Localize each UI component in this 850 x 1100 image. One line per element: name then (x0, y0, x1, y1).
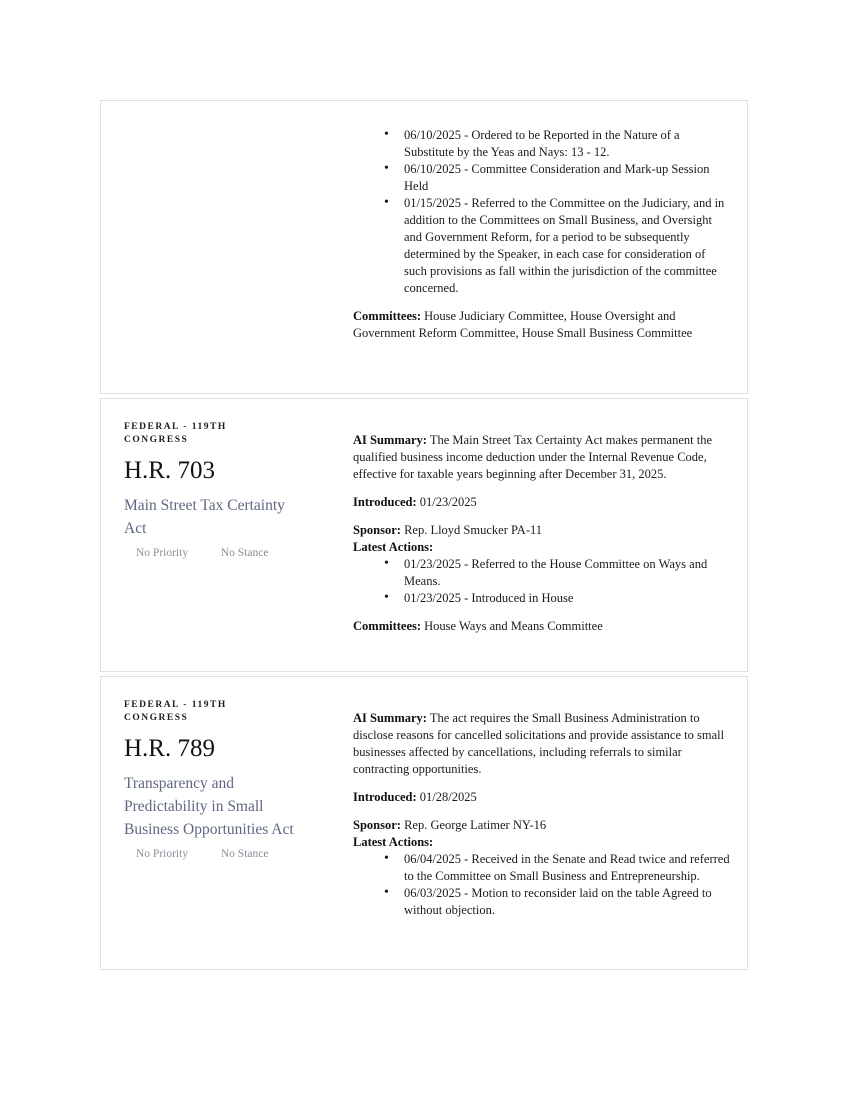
ai-summary-text: The Main Street Tax Certainty Act makes permanent the qualified business income deduction under the Internal Revenue Code, effective for taxable years beginning after December 31, 2025. (353, 433, 713, 481)
stance-flag: No Stance (220, 848, 269, 860)
committees-value: House Judiciary Committee, House Oversight and Government Reform Committee, House Small Business Committee (353, 309, 693, 340)
action-text: 06/10/2025 - Committee Consideration and Mark-up Session Held (404, 162, 710, 193)
bill-identity (124, 699, 324, 862)
bill-title: Main Street Tax Certainty Act (124, 497, 285, 537)
introduced-date: 01/23/2025 (419, 495, 477, 509)
sponsor-line (353, 817, 731, 834)
introduced-date: 01/28/2025 (419, 790, 477, 804)
bill-identity (124, 421, 324, 561)
sponsor-name: Rep. Lloyd Smucker PA-11 (404, 523, 543, 537)
latest-actions-label: Latest Actions: (353, 835, 434, 849)
stance-flag: No Stance (220, 547, 269, 559)
bill-details (353, 432, 731, 635)
latest-actions-heading (353, 834, 731, 851)
introduced-label: Introduced: (353, 790, 417, 804)
action-item (353, 127, 731, 161)
committees-line (353, 618, 731, 635)
action-item (353, 885, 731, 919)
introduced-label: Introduced: (353, 495, 417, 509)
jurisdiction-label: FEDERAL - 119TH CONGRESS (124, 422, 227, 445)
bill-flags (124, 847, 324, 862)
action-text: 06/03/2025 - Motion to reconsider laid on the table Agreed to without objection. (404, 886, 712, 917)
bill-card-hr-789 (100, 676, 748, 970)
ai-summary-label: AI Summary: (353, 433, 427, 447)
jurisdiction-label: FEDERAL - 119TH CONGRESS (124, 700, 227, 723)
bill-details (353, 710, 731, 919)
bill-number: H.R. 789 (124, 735, 215, 762)
priority-flag: No Priority (136, 848, 189, 860)
bill-number: H.R. 703 (124, 457, 215, 484)
bill-details (353, 127, 731, 342)
action-text: 01/23/2025 - Introduced in House (404, 591, 574, 605)
ai-summary-line (353, 710, 731, 778)
action-text: 01/15/2025 - Referred to the Committee on the Judiciary, and in addition to the Committees on Small Business, and Oversight and Government Reform, for a period to be subsequently determined by the Speaker, in each case for consideration of such provisions as fall within the jurisdiction of the committee concerned. (404, 196, 725, 295)
ai-summary-label: AI Summary: (353, 711, 427, 725)
latest-actions-list (353, 851, 731, 919)
committees-line (353, 308, 731, 342)
action-text: 06/10/2025 - Ordered to be Reported in the Nature of a Substitute by the Yeas and Nays: 13 - 12. (404, 128, 680, 159)
priority-flag: No Priority (136, 547, 189, 559)
action-text: 01/23/2025 - Referred to the House Committee on Ways and Means. (404, 557, 708, 588)
bill-title: Transparency and Predictability in Small Business Opportunities Act (124, 775, 294, 838)
action-item (353, 195, 731, 297)
latest-actions-label: Latest Actions: (353, 540, 434, 554)
sponsor-line (353, 522, 731, 539)
action-item (353, 851, 731, 885)
committees-label: Committees: (353, 309, 422, 323)
sponsor-label: Sponsor: (353, 818, 401, 832)
committees-label: Committees: (353, 619, 422, 633)
bill-card-hr-703 (100, 398, 748, 672)
bill-flags (124, 546, 324, 561)
latest-actions-list (353, 127, 731, 297)
introduced-line (353, 789, 731, 806)
ai-summary-line (353, 432, 731, 483)
action-item (353, 161, 731, 195)
committees-value: House Ways and Means Committee (424, 619, 603, 633)
introduced-line (353, 494, 731, 511)
action-text: 06/04/2025 - Received in the Senate and Read twice and referred to the Committee on Small Business and Entrepreneurship. (404, 852, 730, 883)
action-item (353, 556, 731, 590)
sponsor-label: Sponsor: (353, 523, 401, 537)
latest-actions-heading (353, 539, 731, 556)
ai-summary-text: The act requires the Small Business Administration to disclose reasons for cancelled solicitations and provide assistance to small businesses affected by cancellations, including referrals to similar contracting opportunities. (353, 711, 725, 776)
latest-actions-list (353, 556, 731, 607)
sponsor-name: Rep. George Latimer NY-16 (404, 818, 547, 832)
action-item (353, 590, 731, 607)
bill-card-continuation (100, 100, 748, 394)
